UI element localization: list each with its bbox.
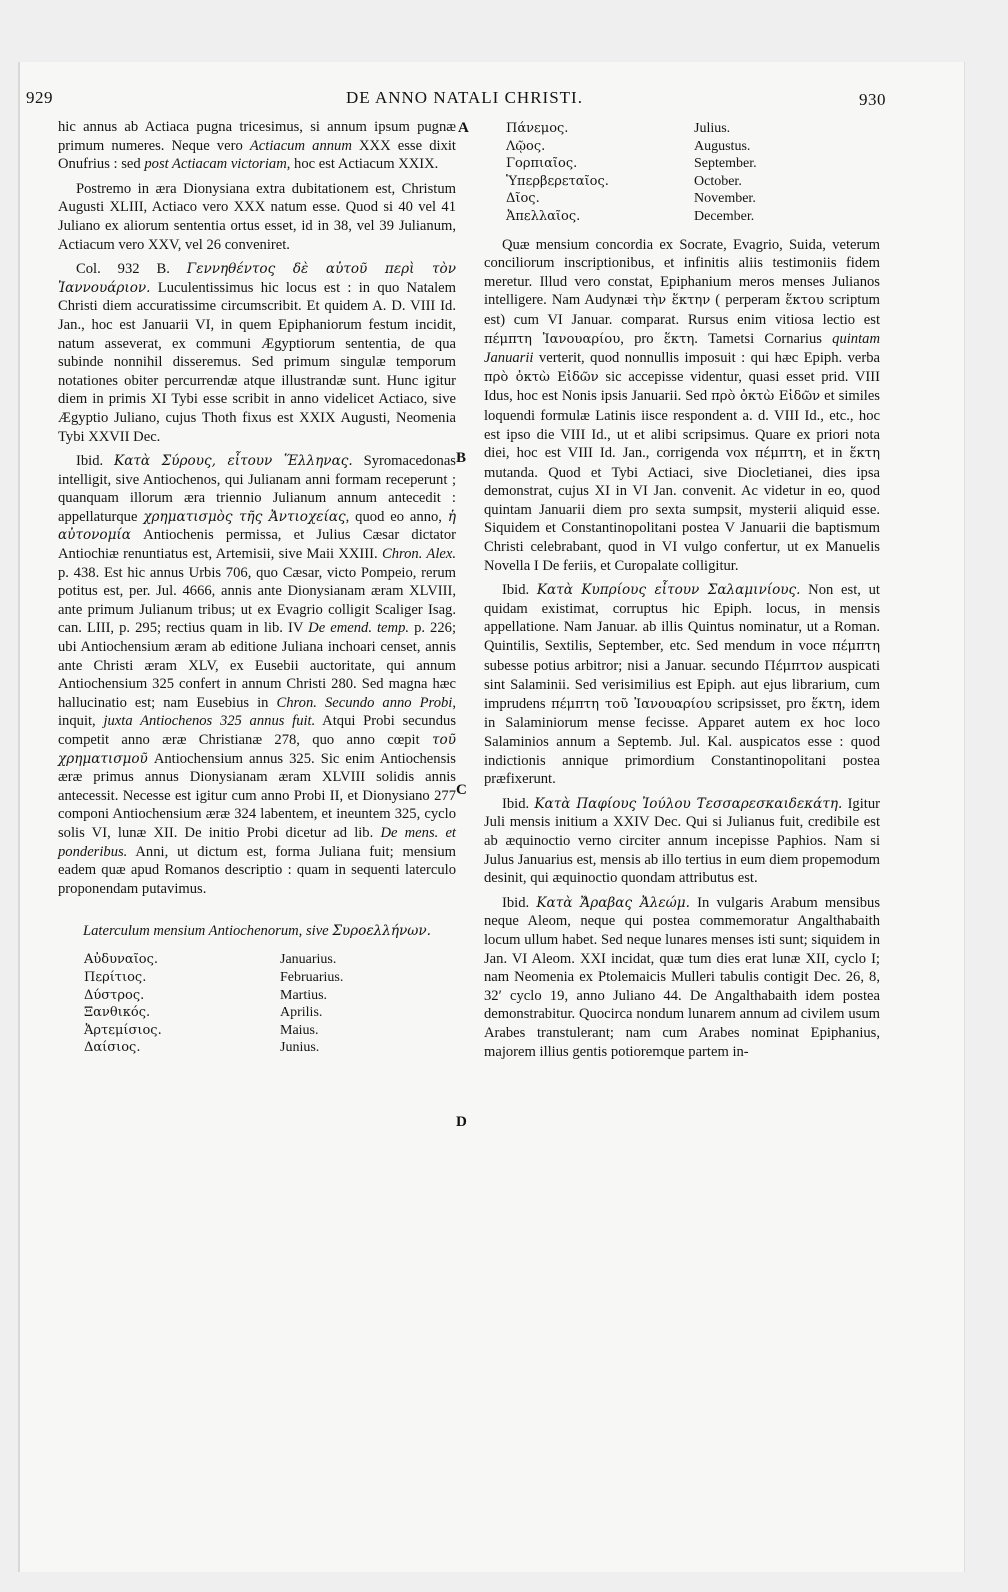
right-paragraph-1: Quæ mensium concordia ex Socrate, Evagrio, Suida, veterum conciliorum inscriptionibus, et infinitis aliis testimoniis fidem meretur. Illud vero constat, Epiphanium meros menses Julianos intelligere. Nam Audynæi τὴν ἕκτην ( perperam ἕκτου scriptum est) cum VI Januar. comparat. Rursus enim vitiosa lectio est πέμπτη Ἰανουαρίου, pro ἕκτη. Tametsi Cornarius quintam Januarii verterit, quod nonnullis imposuit : qui hæc Epiph. verba πρὸ ὀκτὼ Εἰδῶν sic accepisse videntur, quasi esset prid. VIII Idus, hoc est Nonis ipsis Januarii. Sed πρὸ ὀκτὼ Εἰδῶν et similes loquendi formulæ Latinis iisce respondent a. d. VIII Id., etc., hoc est ipso die VIII Id., ut et alibi scripsimus. Quare ex priori nota diei, hoc est VIII Id. Jan., corrigenda vox πέμπτη, et in ἕκτη mutanda. Quod et Tybi Actiaci, sive Diocletianei, dies ipsa demonstrat, cujus XI in VI Jan. convenit. Ac videtur in eo, quod quintam Januarii diem pro sexta sumpsit, mysterii aliquid esse. Siquidem et Constantinopolitani postea V Januarii die baptismum Christi celebrabant, quod in VI vulgo confertur, ut ex Manuelis Novella I De feriis, et Curopalate colligitur. (484, 236, 880, 574)
section-marker-d: D (456, 1114, 467, 1130)
left-column (58, 118, 456, 1067)
page-number-right: 930 (859, 90, 886, 109)
left-paragraph-1: hic annus ab Actiaca pugna tricesimus, si annum ipsum pugnæ primum numeres. Neque vero Actiacum annum XXX esse dixit Onufrius : sed post Actiacam victoriam, hoc est Actiacum XXIX. (58, 119, 456, 173)
month-row: Γορπιαῖος. September. (506, 156, 757, 172)
month-row: Ξανθικός. Aprilis. (84, 1005, 323, 1021)
months-table-title: Laterculum mensium Antiochenorum, sive Συροελλήνων. (83, 923, 431, 940)
month-row: Δαίσιος. Junius. (84, 1040, 320, 1056)
section-marker-c: C (456, 782, 467, 798)
running-header (26, 88, 886, 114)
month-row: Περίτιος. Februarius. (84, 969, 344, 985)
section-marker-a: A (458, 120, 469, 136)
months-table-left (58, 951, 456, 1057)
right-paragraph-3: Ibid. Κατὰ Παφίους Ἰούλου Τεσσαρεσκαιδεκάτη. Igitur Juli mensis initium a XXIV Dec. Qui si Julianus fuit, credibile est ab æquinoctio verno circiter annum incepisse Paphios. Nam si Julus Januarius est, mensis ab illo tertius in eum diem propemodum desinit, qui æquinoctio quondam attributus est. (484, 795, 880, 887)
month-row: Αὐδυναῖος. Januarius. (84, 952, 337, 968)
months-table-right (484, 120, 880, 226)
running-title: DE ANNO NATALI CHRISTI. (346, 88, 583, 107)
section-marker-b: B (456, 450, 467, 466)
right-paragraph-4: Ibid. Κατὰ Ἄραβας Ἀλεώμ. In vulgaris Arabum mensibus neque Aleom, neque qui postea commemoratur Angalthabaith locum ullum habet. Sed neque lunares menses isti sunt; siquidem in Jan. VI Aleom. XXI incidat, quæ tum dies erat lunæ XII, cyclo I; nam Neomenia ex Ptolemaicis Mulleri tabulis contigit Dec. 26, 8, 32′ cyclo 19, anno Juliano 44. De Angalthabaith idem postea demonstrabitur. Quocirca nondum lunarem annum ad civilem usum Arabes transtulerant; nam cum Arabes nominat Epiphanius, majorem illius gentis potioremque partem in- (484, 894, 881, 1060)
left-paragraph-3: Col. 932 B. Γεννηθέντος δὲ αὐτοῦ περὶ τὸν Ἰαννουάριον. Luculentissimus hic locus est : in quo Natalem Christi diem accuratissime circumscribit. Et quidem A. D. VIII Id. Jan., hoc est Januarii VI, in quem Epiphaniorum festum incidit, natum asseverat, ex communi Ægyptiorum sententia, de qua subinde nonnihil disseremus. Sed primum singulæ temporum notationes obiter percurrendæ atque illustrandæ sunt. Hunc igitur diem in primis XI Tybi esse scribit in anno videlicet Actiaco, sive Ægyptio Juliano, cujus Thoth fixus est XXIX Augusti, Neomenia Tybi XXVII Dec. (58, 261, 456, 445)
month-row: Δῖος. November. (506, 191, 756, 207)
right-column (484, 118, 880, 1067)
left-paragraph-4: Ibid. Κατὰ Σύρους, εἶτουν Ἕλληνας. Syromacedonas intelligit, sive Antiochenos, qui Julianam anni formam receperunt ; quanquam illorum æra triennio Julianum annum antecedit : appellaturque χρηματισμὸς τῆς Ἀντιοχείας, quod eo anno, ἡ αὐτονομία Antiochenis permissa, et Julius Cæsar dictator Antiochiæ renuntiatus est, Artemisii, sive Maii XXIII. Chron. Alex. p. 438. Est hic annus Urbis 706, quo Cæsar, victo Pompeio, rerum potitus est, per. Jul. 4666, annis ante Dionysianam æram XLVIII, ante primum Julianum tribus; ut ex Evagrio colligit Scaliger Isag. can. LIII, p. 295; rectius quam in lib. IV De emend. temp. p. 226; ubi Antiochensium æram ab editione Juliana inchoari censet, annis ante Christi æram XLV, ex Eusebii auctoritate, qui annum Antiochensium 325 confert in annum Christi 280. Sed magna hæc hallucinatio est; nam Eusebius in Chron. Secundo anno Probi, inquit, juxta Antiochenos 325 annus fuit. Atqui Probi secundus competit anno æræ Christianæ 278, quo anno cœpit τοῦ χρηματισμοῦ Antiochensium annus 325. Sic enim Antiochensis æræ primus annus Dionysianam æram XLVIII solidis annis antecessit. Necesse est igitur cum anno Probi II, et Dionysiano 277 componi Antiochensium æræ 324 labentem, et ineuntem 325, cyclo solis VI, lunæ XII. De initio Probi dicetur ad lib. De mens. et ponderibus. Anni, ut dictum est, forma Juliana fuit; mensium eadem quæ apud Romanos descriptio : quam in sequenti laterculo proponendam putavimus. (58, 453, 457, 897)
month-row: Ὑπερβερεταῖος. October. (506, 173, 742, 189)
page-number-left: 929 (26, 88, 53, 107)
month-row: Ἀρτεμίσιος. Maius. (84, 1022, 319, 1038)
month-row: Πάνεμος. Julius. (506, 121, 731, 136)
left-paragraph-2: Postremo in æra Dionysiana extra dubitationem est, Christum Augusti XLIII, Actiaco vero XXX natum esse. Quod si 40 vel 41 Juliano ex aliorum sententia ortus esset, id in 38, vel 39 Julianum, Actiacum vero XXV, vel 26 conveniret. (58, 180, 456, 253)
month-row: Ἀπελλαῖος. December. (506, 208, 755, 224)
month-row: Δύστρος. Martius. (84, 987, 328, 1003)
right-paragraph-2: Ibid. Κατὰ Κυπρίους εἶτουν Σαλαμινίους. Non est, ut quidam existimat, corruptus hic Epiph. locus, in mensis appellatione. Nam Januar. ab illis Quintus nominatur, ut a Roman. Quintilis, Sextilis, September, etc. Sed mendum in voce πέμπτη subesse potius arbitror; nisi a Januar. secundo Πέμπτον auspicati sint Salaminii. Sed verisimilius est Epiph. aut ejus librarium, cum imprudens πέμπτη τοῦ Ἰανουαρίου scripsisset, pro ἕκτη, idem in Salaminiorum mense fecisse. Apparet autem ex hoc loco Salaminios annum a Septemb. Jul. Kal. auspicatos esse : quod indictionis annique primordium Constantinopolitani postea præfixerunt. (484, 582, 880, 788)
month-row: Λῷος. Augustus. (506, 138, 751, 154)
